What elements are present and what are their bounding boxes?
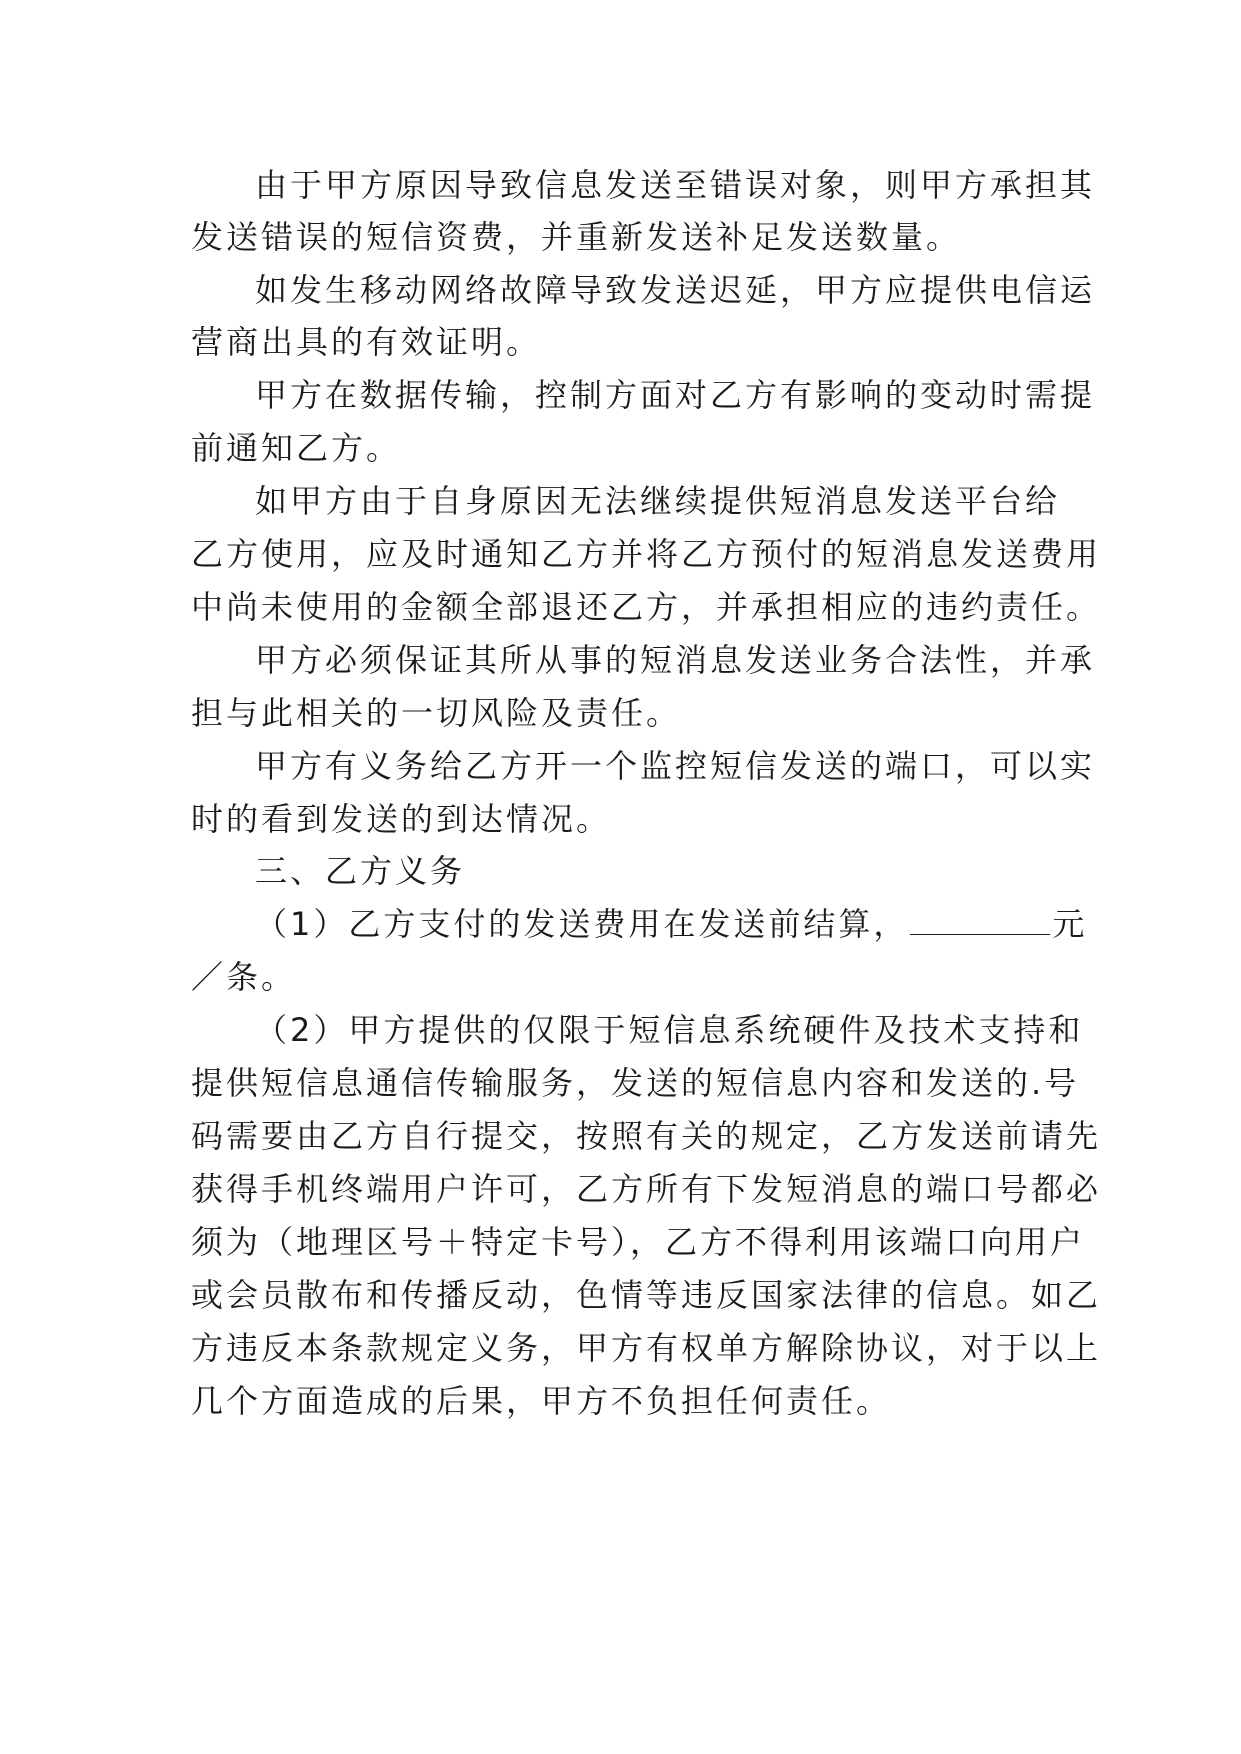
item-2-line-1: （2）甲方提供的仅限于短信息系统硬件及技术支持和 (255, 1011, 1084, 1049)
section-heading-party-b-obligations: 三、乙方义务 (255, 852, 466, 890)
paragraph-2-line-1: 如发生移动网络故障导致发送迟延，甲方应提供电信运 (255, 271, 1096, 309)
paragraph-4-line-3: 中尚未使用的金额全部退还乙方，并承担相应的违约责任。 (191, 588, 1102, 626)
item-1-text: （1）乙方支付的发送费用在发送前结算， (255, 905, 909, 943)
item-2-line-6: 或会员散布和传播反动，色情等违反国家法律的信息。如乙 (191, 1276, 1102, 1314)
paragraph-6-line-2: 时的看到发送的到达情况。 (191, 800, 612, 838)
paragraph-5-line-2: 担与此相关的一切风险及责任。 (191, 694, 682, 732)
fee-blank-field (910, 900, 1050, 935)
paragraph-1-line-2: 发送错误的短信资费，并重新发送补足发送数量。 (191, 218, 962, 256)
item-1-line-1 (255, 899, 1087, 949)
paragraph-3-line-1: 甲方在数据传输，控制方面对乙方有影响的变动时需提 (255, 376, 1096, 414)
item-2-line-7: 方违反本条款规定义务，甲方有权单方解除协议，对于以上 (191, 1329, 1102, 1367)
paragraph-1-line-1: 由于甲方原因导致信息发送至错误对象，则甲方承担其 (255, 166, 1096, 204)
item-1-unit: 元 (1052, 905, 1088, 943)
paragraph-2-line-2: 营商出具的有效证明。 (191, 323, 542, 361)
paragraph-3-line-2: 前通知乙方。 (191, 429, 402, 467)
item-2-line-2: 提供短信息通信传输服务，发送的短信息内容和发送的.号 (191, 1064, 1080, 1102)
item-2-line-4: 获得手机终端用户许可，乙方所有下发短消息的端口号都必 (191, 1170, 1102, 1208)
paragraph-6-line-1: 甲方有义务给乙方开一个监控短信发送的端口，可以实 (255, 747, 1096, 785)
item-1-line-2: ／条。 (191, 958, 297, 996)
item-2-line-3: 码需要由乙方自行提交，按照有关的规定，乙方发送前请先 (191, 1117, 1102, 1155)
paragraph-5-line-1: 甲方必须保证其所从事的短消息发送业务合法性，并承 (255, 641, 1096, 679)
paragraph-4-line-2: 乙方使用，应及时通知乙方并将乙方预付的短消息发送费用 (191, 535, 1102, 573)
paragraph-4-line-1: 如甲方由于自身原因无法继续提供短消息发送平台给 (255, 482, 1061, 520)
item-2-line-5: 须为（地理区号＋特定卡号），乙方不得利用该端口向用户 (191, 1223, 1086, 1261)
item-2-line-8: 几个方面造成的后果，甲方不负担任何责任。 (191, 1382, 892, 1420)
